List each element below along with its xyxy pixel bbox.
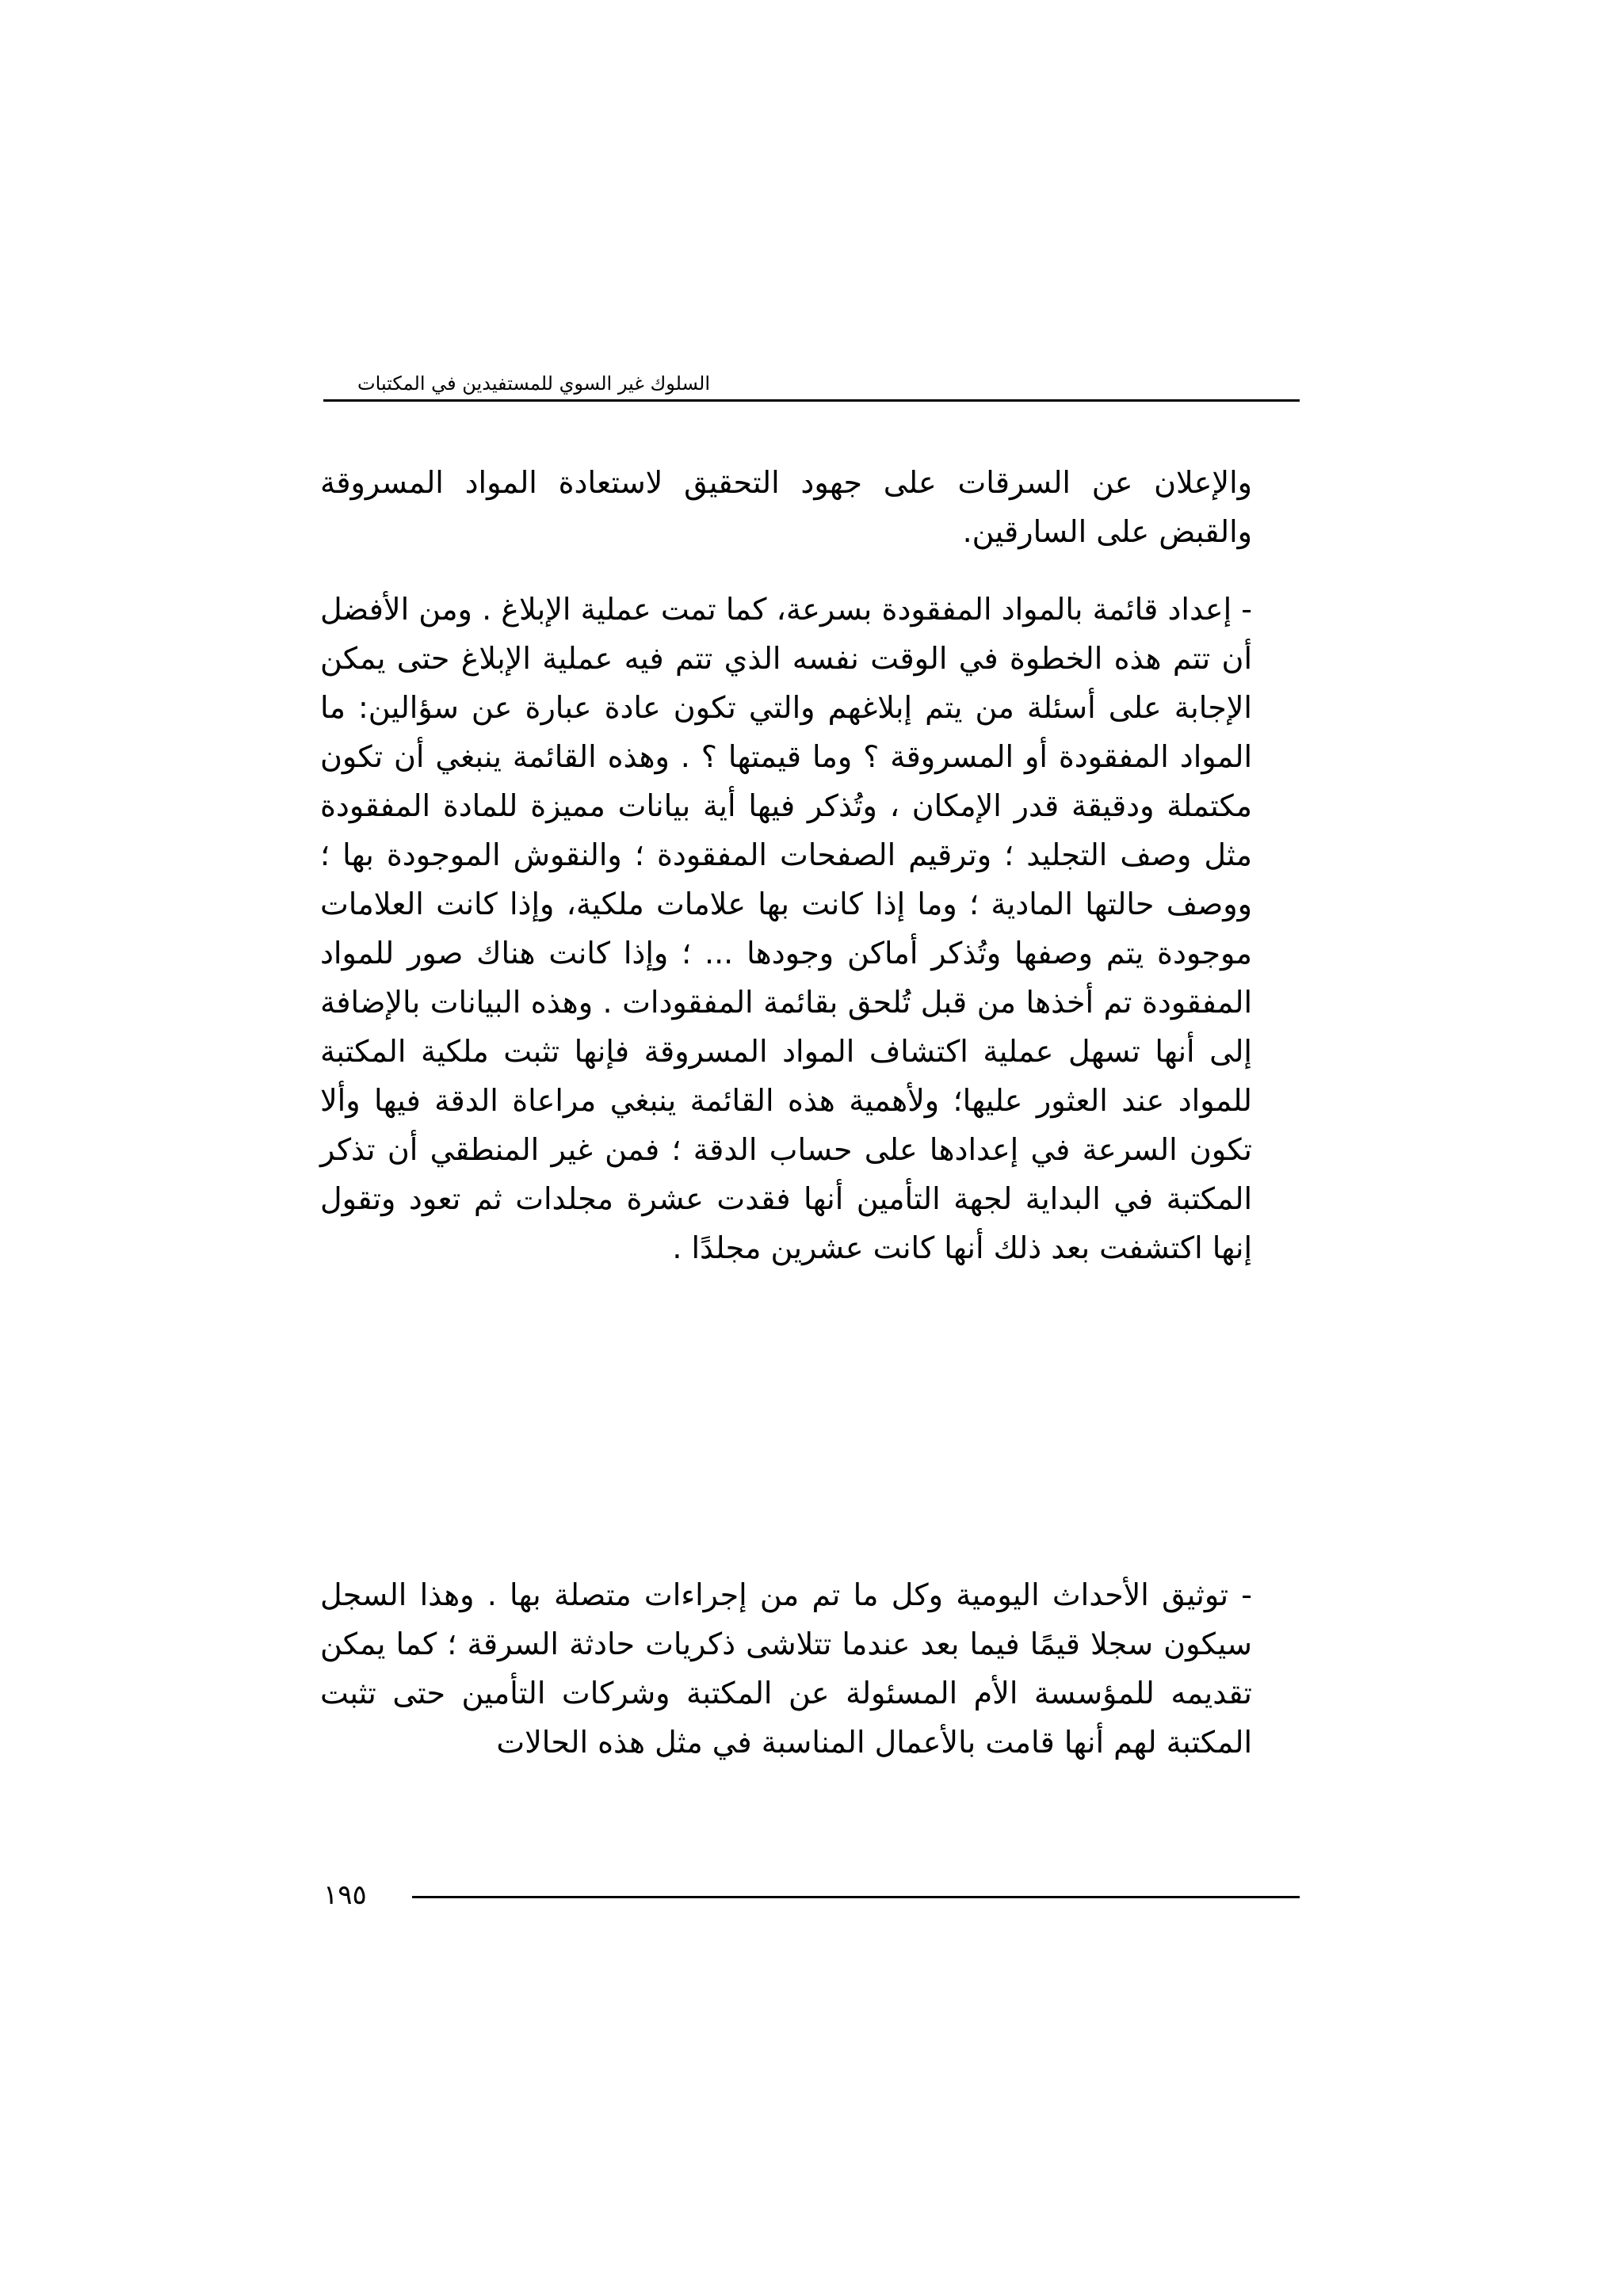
paragraph-1-block: [320, 458, 1252, 556]
paragraph-2-block: [320, 585, 1252, 1272]
paragraph-2: - إعداد قائمة بالمواد المفقودة بسرعة، كما تمت عملية الإبلاغ . ومن الأفضل أن تتم هذه الخطوة في الوقت نفسه الذي تتم فيه عملية الإبلاغ حتى يمكن الإجابة على أسئلة من يتم إبلاغهم والتي تكون عادة عبارة عن سؤالين: ما المواد المفقودة أو المسروقة ؟ وما قيمتها ؟ . وهذه القائمة ينبغي أن تكون مكتملة ودقيقة قدر الإمكان ، وتُذكر فيها أية بيانات مميزة للمادة المفقودة مثل وصف التجليد ؛ وترقيم الصفحات المفقودة ؛ والنقوش الموجودة بها ؛ ووصف حالتها المادية ؛ وما إذا كانت بها علامات ملكية، وإذا كانت العلامات موجودة يتم وصفها وتُذكر أماكن وجودها ... ؛ وإذا كانت هناك صور للمواد المفقودة تم أخذها من قبل تُلحق بقائمة المفقودات . وهذه البيانات بالإضافة إلى أنها تسهل عملية اكتشاف المواد المسروقة فإنها تثبت ملكية المكتبة للمواد عند العثور عليها؛ ولأهمية هذه القائمة ينبغي مراعاة الدقة فيها وألا تكون السرعة في إعدادها على حساب الدقة ؛ فمن غير المنطقي أن تذكر المكتبة في البداية لجهة التأمين أنها فقدت عشرة مجلدات ثم تعود وتقول إنها اكتشفت بعد ذلك أنها كانت عشرين مجلدًا .: [320, 592, 1252, 1265]
running-header-title: السلوك غير السوي للمستفيدين في المكتبات: [353, 371, 710, 396]
header-rule: [323, 399, 1300, 402]
footer-rule: [412, 1896, 1300, 1898]
paragraph-3: - توثيق الأحداث اليومية وكل ما تم من إجراءات متصلة بها . وهذا السجل سيكون سجلا قيمًا فيما بعد عندما تتلاشى ذكريات حادثة السرقة ؛ كما يمكن تقديمه للمؤسسة الأم المسئولة عن المكتبة وشركات التأمين حتى تثبت المكتبة لهم أنها قامت بالأعمال المناسبة في مثل هذه الحالات: [320, 1577, 1252, 1760]
paragraph-1: والإعلان عن السرقات على جهود التحقيق لاستعادة المواد المسروقة والقبض على السارقين.: [320, 465, 1252, 549]
page-number: ١٩٥: [323, 1879, 367, 1911]
paragraph-3-block: [320, 1570, 1252, 1767]
